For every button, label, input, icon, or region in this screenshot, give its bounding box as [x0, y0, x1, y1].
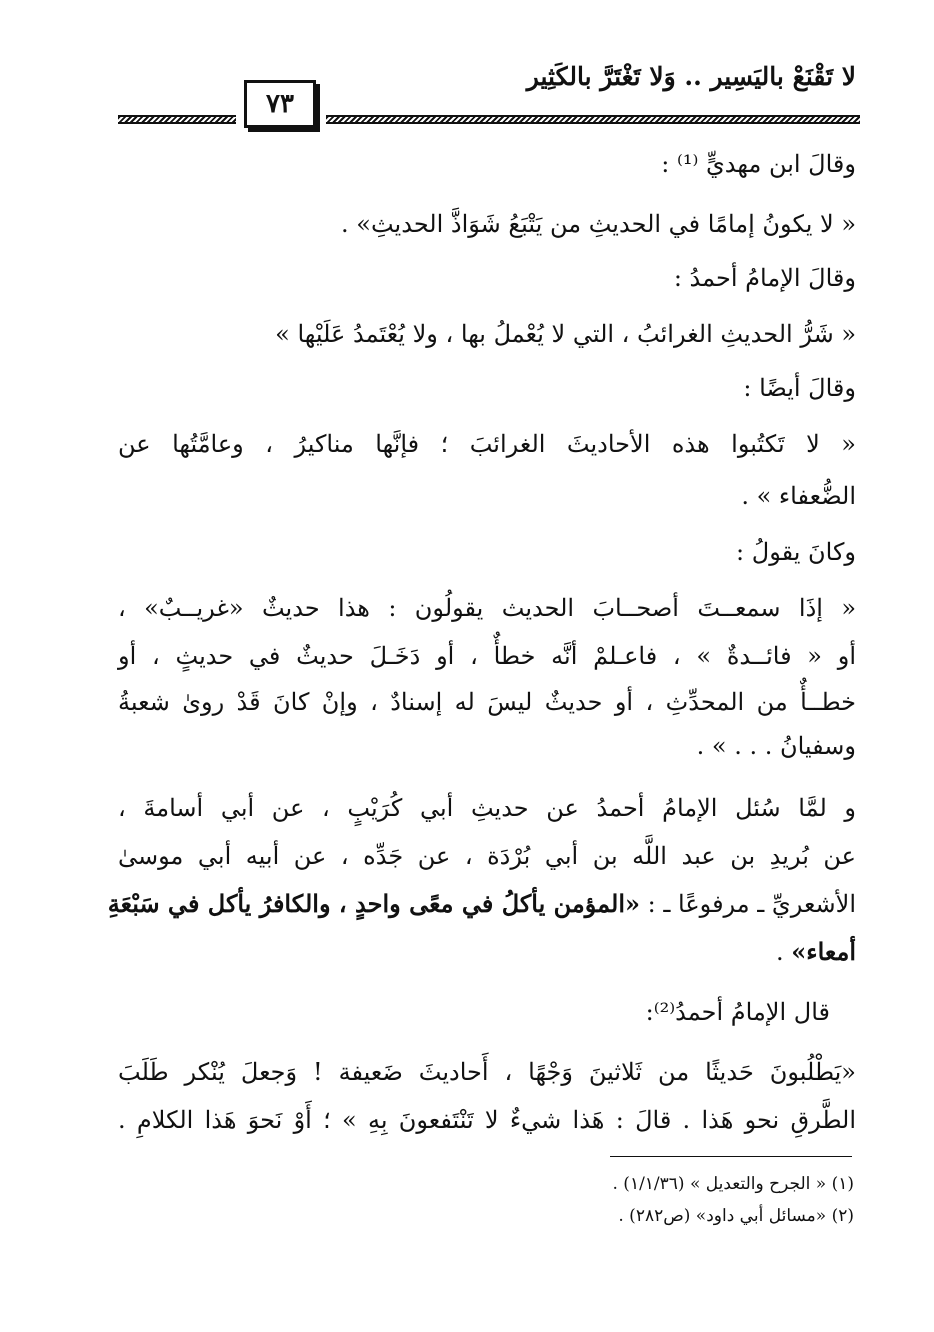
text-line: قال الإمامُ أحمدُ⁽²⁾:: [645, 998, 830, 1026]
text-line: عن بُريدِ بن عبد اللَّه بن أبي بُرْدَة ، عن جَدِّه ، عن أبيه أبي موسىٰ: [118, 842, 856, 870]
text-line: «يَطْلُبونَ حَديثًا من ثَلاثينَ وَجْهًا ، أَحاديثَ ضَعيفة ! وَجعلَ يُنْكر طَلَبَ: [118, 1058, 856, 1086]
text-line: و لمَّا سُئل الإمامُ أحمدُ عن حديثِ أبي كُرَيْبٍ ، عن أبي أسامةَ ،: [118, 794, 856, 822]
text-line: وقالَ الإمامُ أحمدُ :: [673, 264, 856, 292]
text-line: خطــأٌ من المحدِّثِ ، أو حديثٌ ليسَ له إسنادٌ ، وإنْ كانَ قَدْ روىٰ شعبةُ: [118, 688, 856, 716]
text-line: « شَرُّ الحديثِ الغرائبُ ، التي لا يُعْملُ بها ، ولا يُعْتَمدُ عَلَيْها »: [275, 320, 856, 348]
text-line: وقالَ أيضًا :: [743, 374, 856, 402]
footnote: (١) « الجرح والتعديل » (١/١/٣٦) .: [612, 1174, 854, 1194]
text-line: وكانَ يقولُ :: [736, 538, 856, 566]
text-line: « لا تَكتُبوا هذه الأحاديثَ الغرائبَ ؛ فإنَّها مناكيرُ ، وعامَّتُها عن: [118, 430, 856, 458]
text-line: « لا يكونُ إمامًا في الحديثِ من يَتْبَعُ شَوَاذَّ الحديثِ» .: [341, 210, 856, 238]
hadith-text: أمعاء»: [791, 937, 856, 966]
text-line: [776, 937, 856, 966]
text-line: وسفيانُ . . . » .: [696, 732, 856, 760]
text-line: أو « فائــدةٌ » ، فاعـلمْ أنَّه خطأٌ ، أو دَخَـلَ حديثٌ في حديثٍ ، أو: [118, 642, 856, 670]
text-line: « إذَا سمعــتَ أصحــابَ الحديث يقولُون : هذا حديثٌ «غريــبٌ» ،: [118, 594, 856, 622]
text-line: وقالَ ابن مهديٍّ ⁽¹⁾ :: [661, 150, 856, 178]
text-line: [107, 889, 856, 918]
running-title: لا تَقْنَعْ باليَسِير .. وَلا تَغْتَرَّ بالكَثِير: [526, 62, 856, 91]
page-number: ٧٣: [244, 80, 316, 128]
hadith-text: «المؤمن يأكلُ في معًى واحدٍ ، والكافرُ يأكل في سَبْعَةِ: [107, 889, 641, 918]
header-rule-right: [326, 115, 860, 124]
text-normal: الأشعريِّ ـ مرفوعًا ـ :: [640, 890, 856, 918]
header-rule-left: [118, 115, 236, 124]
footnote-rule: [610, 1156, 852, 1157]
text-line: الضُّعفاء » .: [741, 482, 856, 510]
footnote: (٢) «مسائل أبي داود» (ص٢٨٢) .: [618, 1206, 854, 1226]
text-normal: .: [776, 938, 792, 966]
text-line: الطَّرقِ نحو هَذا . قالَ : هَذا شيءٌ لا تَنْتَفعونَ بِهِ » ؛ أَوْ نَحوَ هَذا الكلامِ .: [118, 1106, 856, 1134]
